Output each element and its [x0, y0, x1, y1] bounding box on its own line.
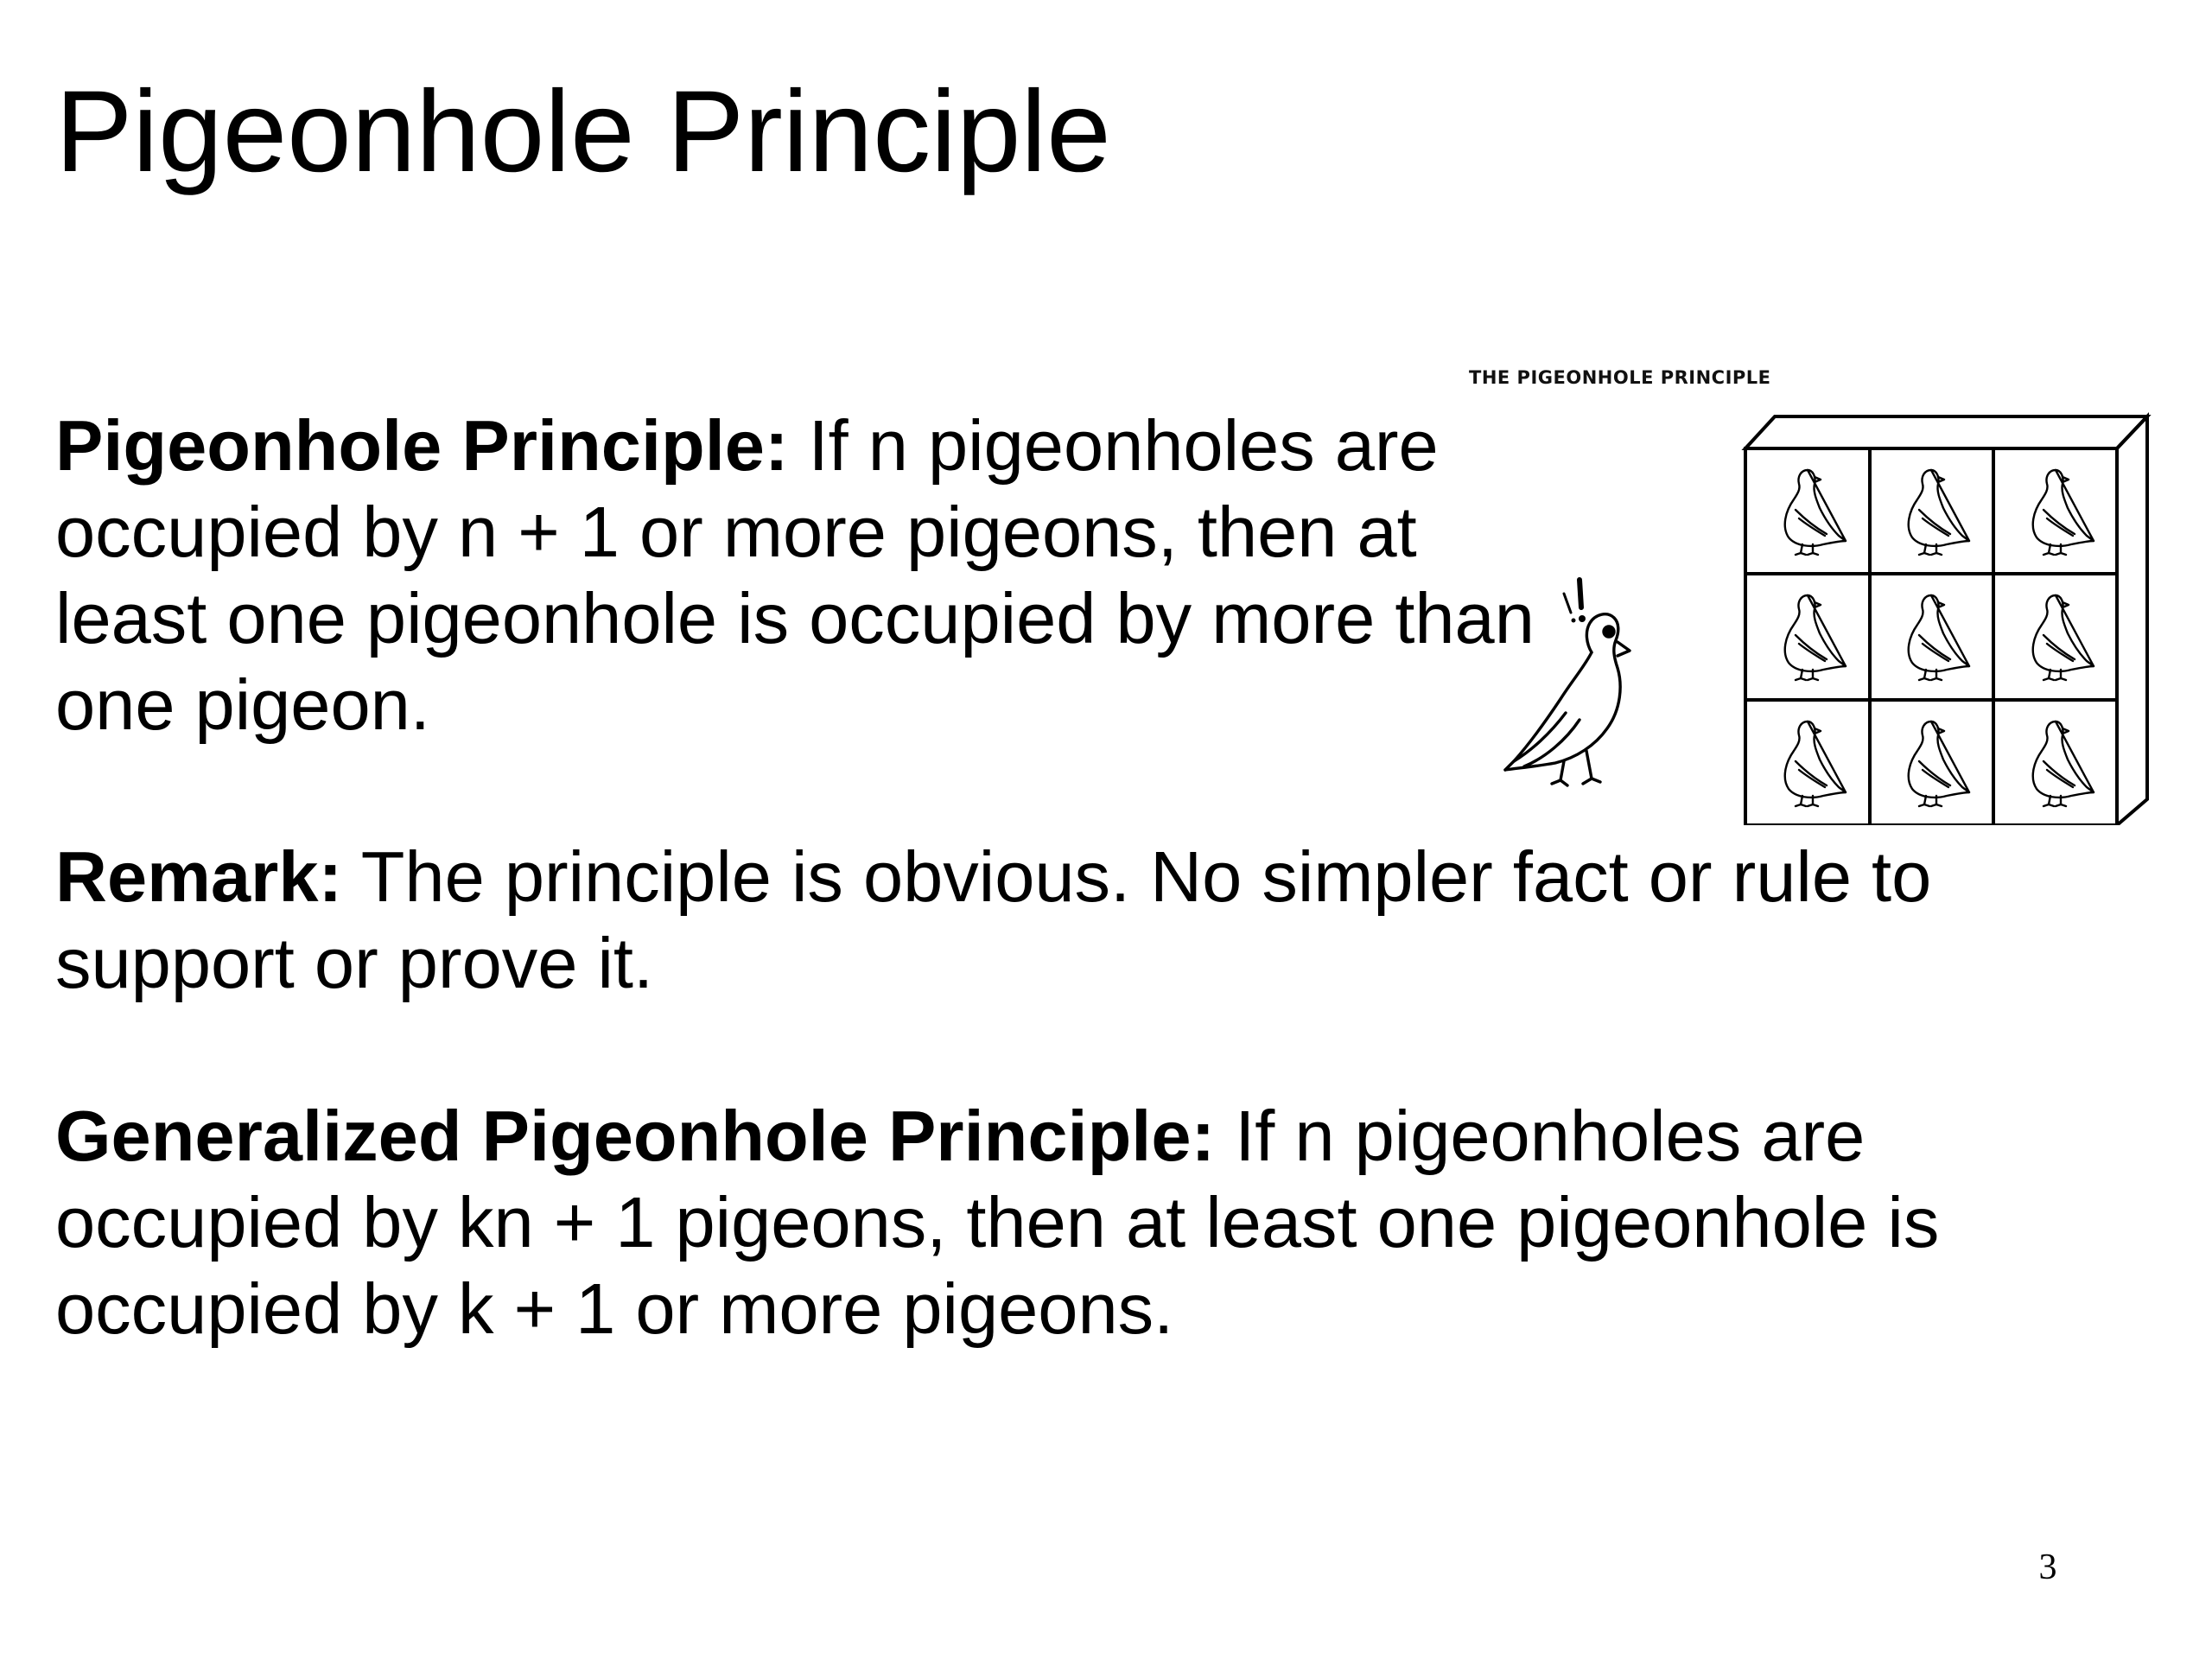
pigeonhole-illustration: [1460, 367, 2152, 825]
remark-text: The principle is obvious. No simpler fact or rule to support or prove it.: [55, 836, 1932, 1003]
page-number: 3: [2038, 1548, 2057, 1587]
remark-paragraph: [55, 834, 2129, 1007]
grid-pigeon-8: [1909, 721, 1969, 806]
exclamation-icon: [1564, 580, 1586, 623]
remark-term: Remark:: [55, 836, 343, 917]
grid-pigeon-1: [1785, 470, 1846, 555]
grid-pigeon-5: [1909, 595, 1969, 680]
illustration-caption: THE PIGEONHOLE PRINCIPLE: [1469, 367, 1771, 388]
generalized-principle-term: Generalized Pigeonhole Principle:: [55, 1096, 1216, 1176]
generalized-principle-text: If n pigeonholes are occupied by kn + 1 pigeons, then at least one pigeonhole is occupied by k + 1 or more pigeons.: [55, 1096, 1940, 1349]
grid-pigeon-9: [2033, 721, 2094, 806]
pigeonhole-principle-paragraph: [55, 403, 1541, 748]
grid-pigeon-2: [1909, 470, 1969, 555]
generalized-principle-paragraph: [55, 1093, 2129, 1352]
big-pigeon: [1505, 614, 1630, 785]
slide-title: Pigeonhole Principle: [55, 67, 1111, 196]
grid-pigeon-7: [1785, 721, 1846, 806]
pigeonhole-drawing: [1460, 367, 2152, 825]
grid-pigeon-4: [1785, 595, 1846, 680]
pigeonhole-principle-term: Pigeonhole Principle:: [55, 405, 789, 486]
grid-pigeon-3: [2033, 470, 2094, 555]
pigeonhole-principle-text: If n pigeonholes are occupied by n + 1 or more pigeons, then at least one pigeonhole is occupied by more than one pigeon.: [55, 405, 1535, 745]
grid-pigeon-6: [2033, 595, 2094, 680]
